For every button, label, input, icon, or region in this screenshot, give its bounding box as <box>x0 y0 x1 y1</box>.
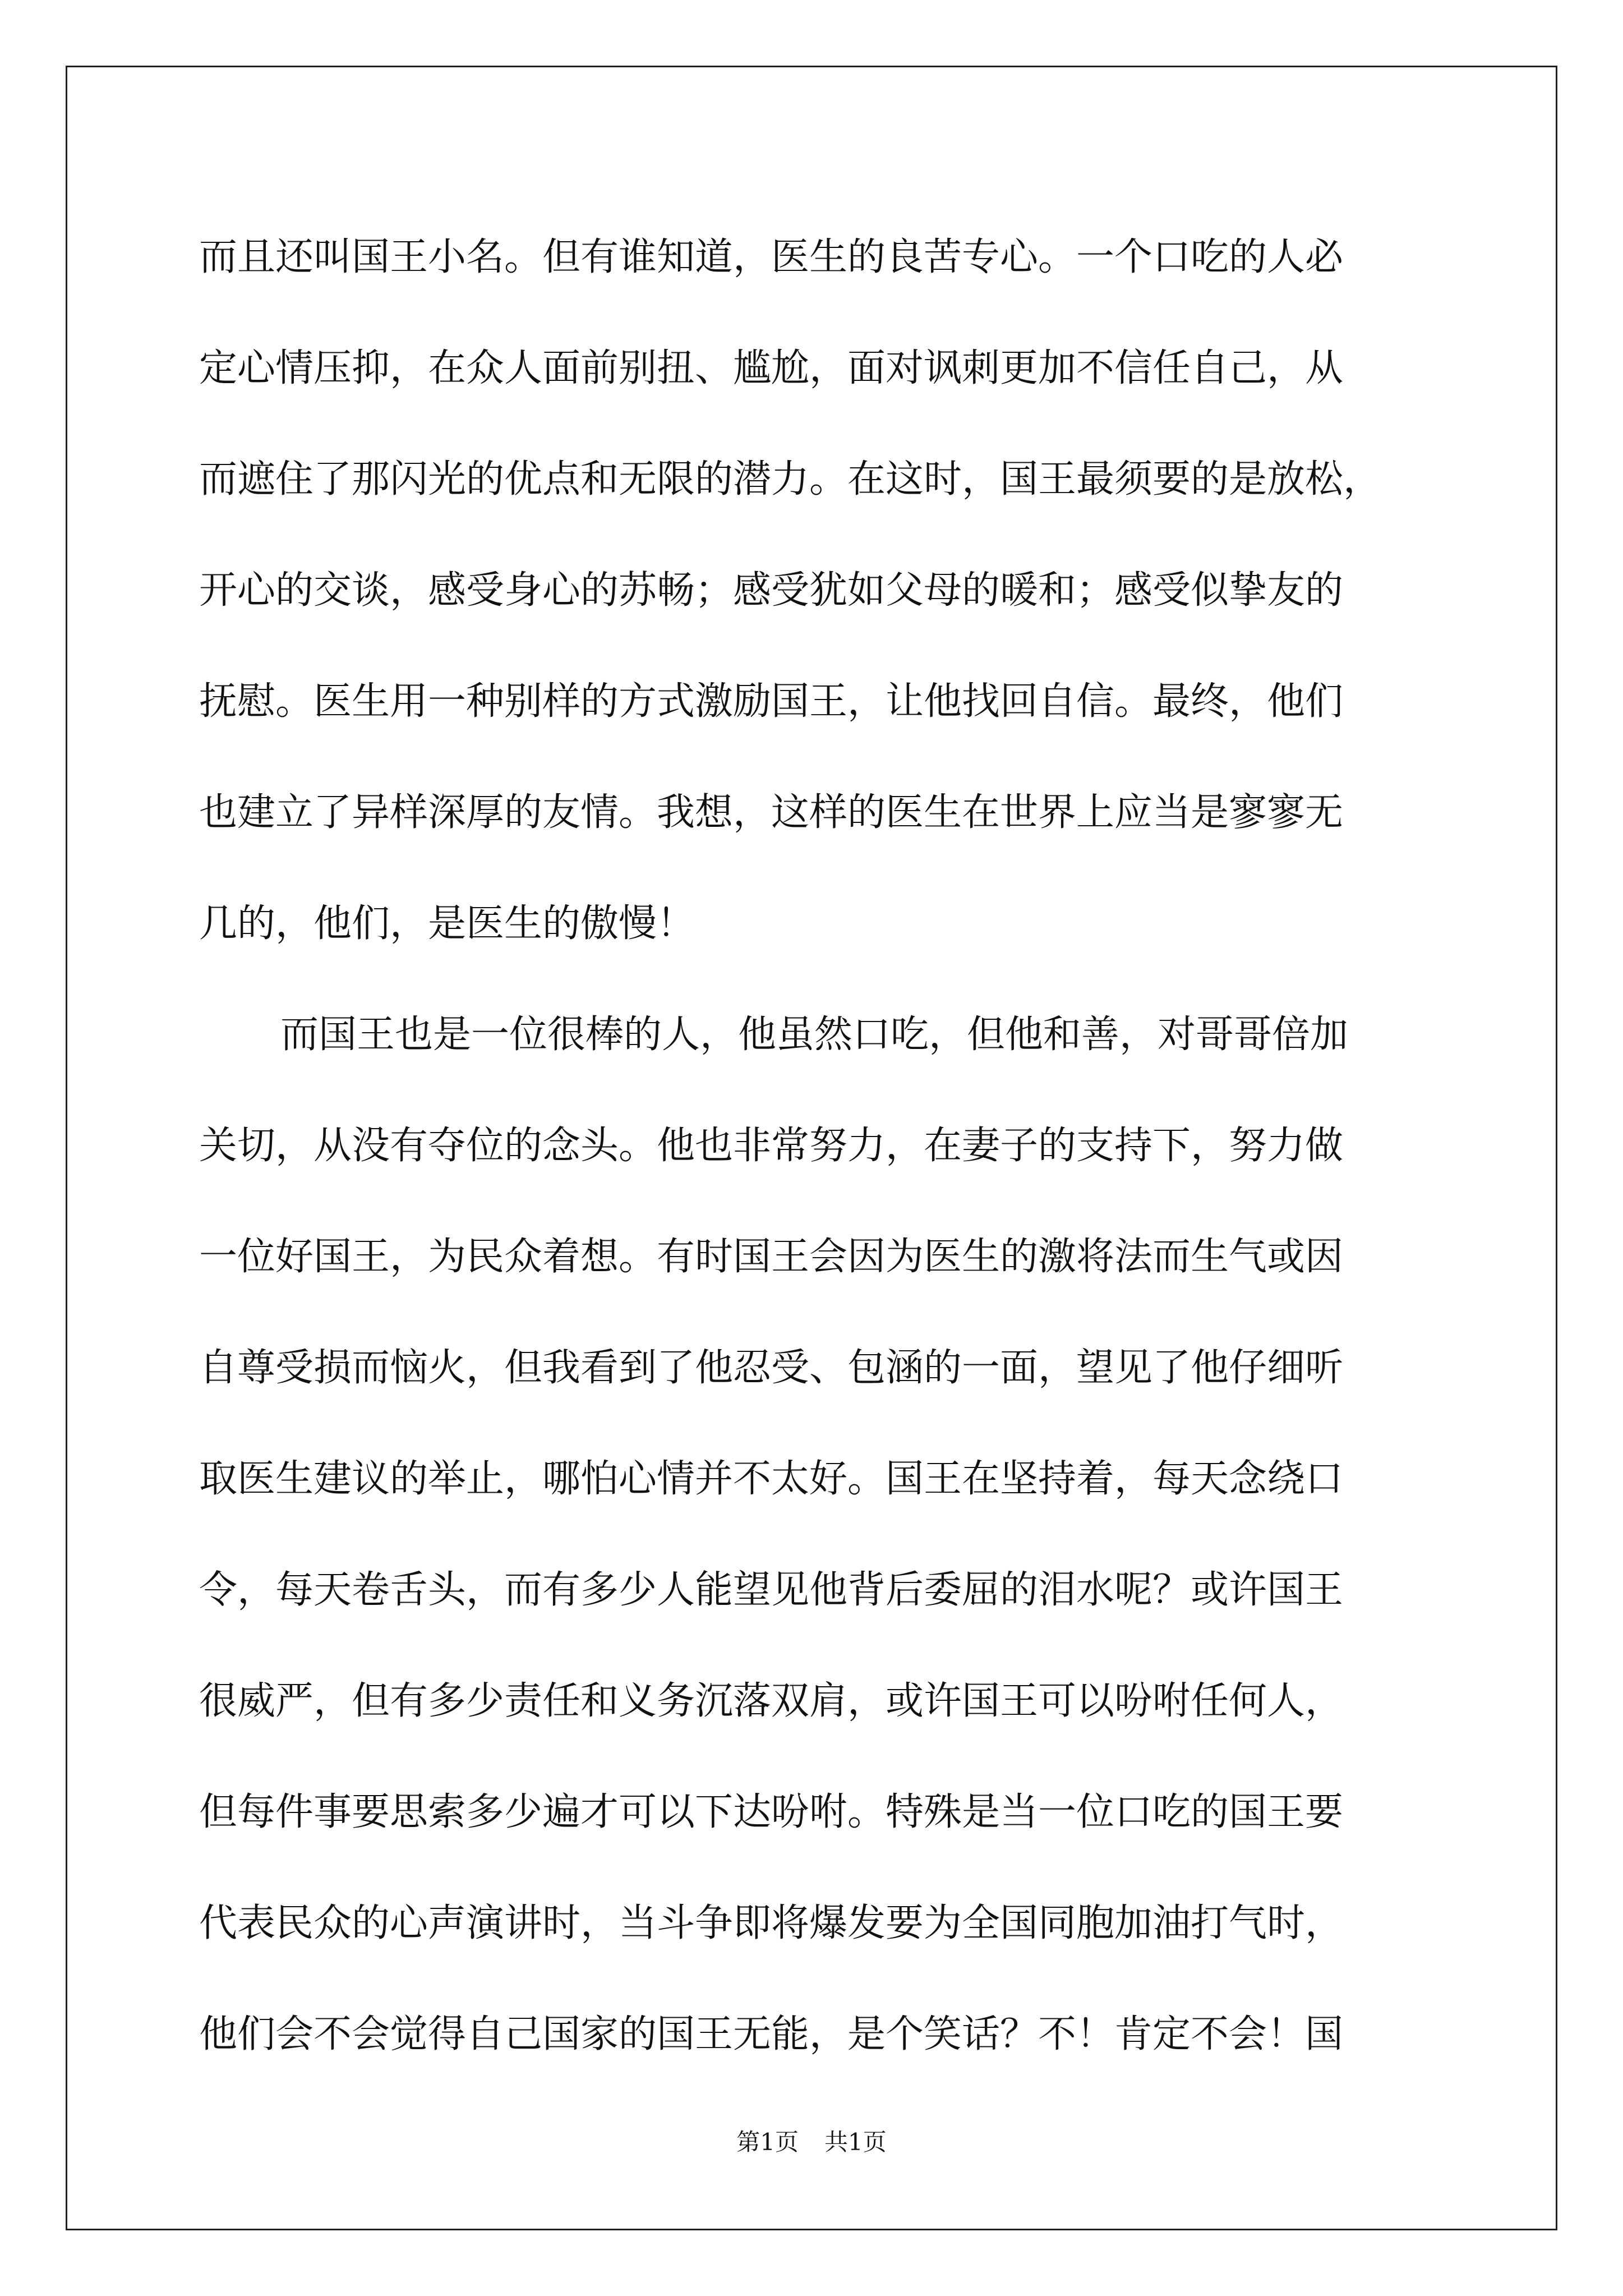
page-number: 第1页 <box>736 2128 799 2156</box>
page-total: 共1页 <box>824 2128 887 2156</box>
text-line: 令，每天卷舌头，而有多少人能望见他背后委屈的泪水呢？或许国王 <box>199 1568 1344 1612</box>
text-line: 也建立了异样深厚的友情。我想，这样的医生在世界上应当是寥寥无 <box>199 790 1344 835</box>
paragraph-first-line: 而国王也是一位很棒的人，他虽然口吃，但他和善，对哥哥倍加 <box>280 1013 1349 1057</box>
text-line: 很威严，但有多少责任和义务沉落双肩，或许国王可以吩咐任何人， <box>199 1679 1344 1723</box>
page-footer <box>0 2124 1623 2157</box>
text-line: 取医生建议的举止，哪怕心情并不太好。国王在坚持着，每天念绕口 <box>199 1457 1344 1501</box>
text-line: 关切，从没有夺位的念头。他也非常努力，在妻子的支持下，努力做 <box>199 1124 1344 1168</box>
document-body <box>199 202 1433 2090</box>
text-line: 几的，他们，是医生的傲慢！ <box>199 901 695 946</box>
text-line: 而遮住了那闪光的优点和无限的潜力。在这时，国王最须要的是放松， <box>199 457 1382 501</box>
text-line: 他们会不会觉得自己国家的国王无能，是个笑话？不！肯定不会！国 <box>199 2012 1344 2056</box>
text-line: 自尊受损而恼火，但我看到了他忍受、包涵的一面，望见了他仔细听 <box>199 1346 1344 1390</box>
text-line: 开心的交谈，感受身心的苏畅；感受犹如父母的暖和；感受似挚友的 <box>199 568 1344 613</box>
text-line: 抚慰。医生用一种别样的方式激励国王，让他找回自信。最终，他们 <box>199 679 1344 724</box>
text-line: 定心情压抑，在众人面前别扭、尴尬，面对讽刺更加不信任自己，从 <box>199 346 1344 390</box>
text-line: 而且还叫国王小名。但有谁知道，医生的良苦专心。一个口吃的人必 <box>199 235 1344 279</box>
text-line: 一位好国王，为民众着想。有时国王会因为医生的激将法而生气或因 <box>199 1235 1344 1279</box>
text-line: 代表民众的心声演讲时，当斗争即将爆发要为全国同胞加油打气时， <box>199 1901 1344 1945</box>
text-line: 但每件事要思索多少遍才可以下达吩咐。特殊是当一位口吃的国王要 <box>199 1790 1344 1834</box>
